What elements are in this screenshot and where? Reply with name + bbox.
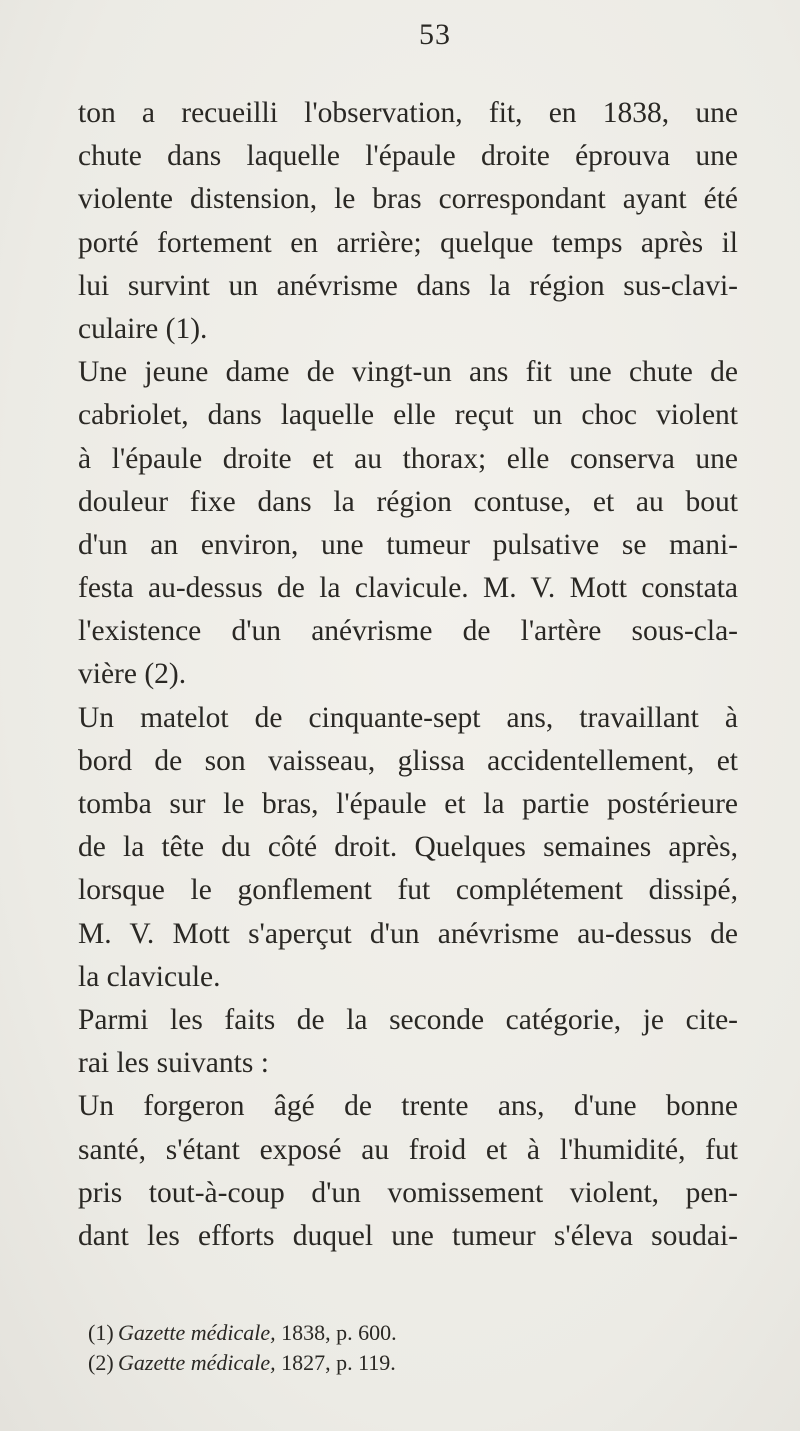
text-line: chute dans laquelle l'épaule droite éprouva une (78, 140, 738, 173)
text-line: lui survint un anévrisme dans la région sus-clavi- (78, 269, 738, 302)
text-line: santé, s'étant exposé au froid et à l'humidité, fut (78, 1133, 738, 1166)
footnote-reference: 1827, p. 119. (281, 1350, 396, 1375)
text-line: d'un an environ, une tumeur pulsative se mani- (78, 528, 738, 561)
text-line: Un forgeron âgé de trente ans, d'une bonne (78, 1090, 738, 1123)
footnote-mark: (1) (88, 1320, 114, 1345)
text-line: la clavicule. (78, 960, 221, 993)
text-line: de la tête du côté droit. Quelques semaines après, (78, 831, 738, 864)
text-line: bord de son vaisseau, glissa accidentellement, et (78, 744, 738, 777)
text-line: Une jeune dame de vingt-un ans fit une chute de (78, 356, 738, 389)
footnotes (88, 1318, 728, 1378)
footnote-journal-title: Gazette médicale, (118, 1320, 276, 1345)
text-line: dant les efforts duquel une tumeur s'éleva soudai- (78, 1219, 738, 1252)
footnote-reference: 1838, p. 600. (281, 1320, 397, 1345)
footnote (88, 1348, 728, 1378)
text-line: Parmi les faits de la seconde catégorie, je cite- (78, 1003, 738, 1036)
text-line: pris tout-à-coup d'un vomissement violent, pen- (78, 1176, 738, 1209)
body-text (78, 92, 738, 1258)
text-line: vière (2). (78, 658, 187, 691)
text-line: cabriolet, dans laquelle elle reçut un choc violent (78, 399, 738, 432)
text-line: douleur fixe dans la région contuse, et au bout (78, 485, 738, 518)
text-line: culaire (1). (78, 312, 208, 345)
text-line: tomba sur le bras, l'épaule et la partie postérieure (78, 788, 738, 820)
text-line: rai les suivants : (78, 1047, 269, 1080)
text-line: ton a recueilli l'observation, fit, en 1838, une (78, 97, 738, 129)
text-line: violente distension, le bras correspondant ayant été (78, 183, 738, 216)
footnote (88, 1318, 728, 1348)
text-line: porté fortement en arrière; quelque temps après il (78, 226, 738, 259)
footnote-journal-title: Gazette médicale, (118, 1350, 276, 1375)
text-line: lorsque le gonflement fut complétement dissipé, (78, 874, 738, 907)
page-number: 53 (419, 18, 451, 51)
text-line: M. V. Mott s'aperçut d'un anévrisme au-dessus de (78, 917, 738, 950)
text-line: l'existence d'un anévrisme de l'artère sous-cla- (78, 615, 738, 648)
footnote-mark: (2) (88, 1350, 114, 1375)
text-line: Un matelot de cinquante-sept ans, travaillant à (78, 701, 738, 734)
text-line: festa au-dessus de la clavicule. M. V. Mott constata (78, 572, 738, 605)
text-line: à l'épaule droite et au thorax; elle conserva une (78, 442, 738, 475)
